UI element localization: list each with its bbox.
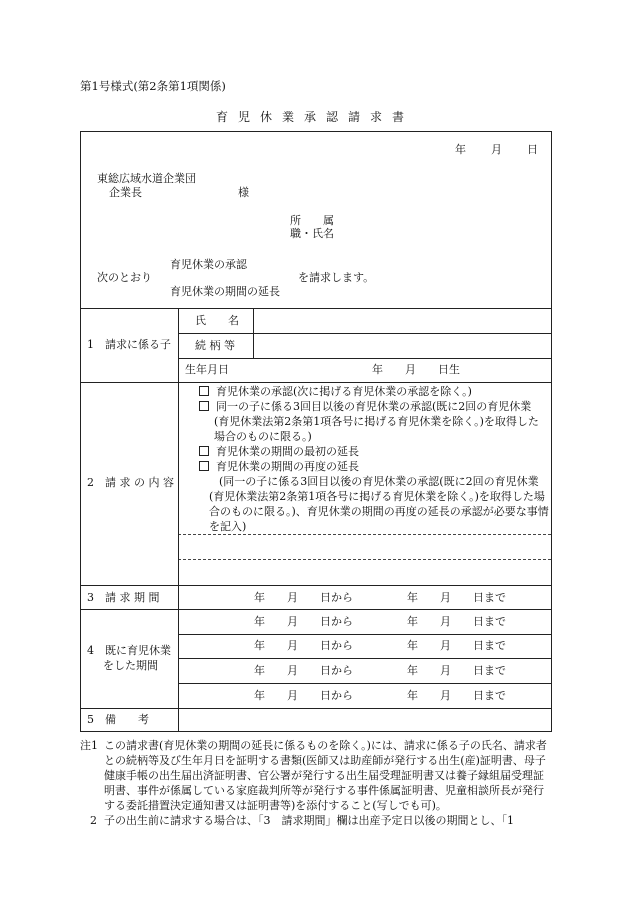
child-dob-value[interactable]: 年 月 日生	[372, 363, 460, 376]
request-option-extension[interactable]: 育児休業の期間の延長	[170, 285, 280, 298]
s2-option-2[interactable]: 同一の子に係る3回目以後の育児休業の承認(既に2回の育児休業(育児休業法第2条第1項各号に掲げる育児休業を除く。)を取得した場合のものに限る。)	[199, 399, 545, 444]
note-1-num: 注1	[80, 739, 98, 752]
checkbox-icon[interactable]	[199, 446, 209, 456]
note-1-text: この請求書(育児休業の期間の延長に係るものを除く。)には、請求に係る子の氏名、請求者との続柄等及び生年月日を証明する書類(医師又は助産師が発行する出生(産)証明書、母子健康手帳の出生届出済証明書、官公署が発行する出生届受理証明書又は養子縁組届受理証明書、事件が係属している家庭裁判所等が発行する事件係属証明書、児童相談所長が発行する委託措置決定通知書又は証明書等)を添付すること(写しでも可)。	[104, 739, 547, 812]
request-suffix: を請求します。	[298, 271, 375, 284]
rule-section3-bottom	[81, 609, 551, 610]
affiliation-label: 所 属	[290, 214, 334, 227]
s3-to[interactable]: 年 月 日まで	[407, 591, 506, 604]
addressee-org: 東総広域水道企業団	[97, 172, 196, 185]
rule-s1-inner	[253, 308, 254, 358]
s4-row1-to[interactable]: 年 月 日まで	[407, 615, 506, 628]
section3-label: 3 請 求 期 間	[87, 591, 160, 604]
s2-option-4[interactable]: 育児休業の期間の再度の延長	[199, 459, 545, 474]
section1-label: 1 請求に係る子	[87, 338, 171, 351]
s4-row1-from[interactable]: 年 月 日から	[254, 615, 353, 628]
section4-label-line1: 4 既に育児休業	[87, 644, 171, 657]
dash-line-2	[178, 559, 551, 560]
position-name-label: 職・氏名	[290, 227, 334, 240]
child-relation-label: 続 柄 等	[195, 339, 235, 352]
request-prefix: 次のとおり	[97, 271, 152, 284]
checkbox-icon[interactable]	[199, 401, 209, 411]
rule-name-bottom	[178, 333, 551, 334]
s4-row3-from[interactable]: 年 月 日から	[254, 664, 353, 677]
addressee-head: 企業長	[109, 186, 142, 199]
section5-label: 5 備 考	[87, 713, 149, 726]
rule-section1-bottom	[81, 382, 551, 383]
form-label: 第1号様式(第2条第1項関係)	[80, 79, 226, 93]
section2-label: 2 請 求 の 内 容	[87, 476, 174, 489]
rule-s4-row2	[178, 658, 551, 659]
addressee-sama: 様	[238, 186, 249, 199]
rule-section2-bottom	[81, 585, 551, 586]
s4-row2-from[interactable]: 年 月 日から	[254, 639, 353, 652]
s4-row2-to[interactable]: 年 月 日まで	[407, 639, 506, 652]
s4-row3-to[interactable]: 年 月 日まで	[407, 664, 506, 677]
checkbox-icon[interactable]	[199, 386, 209, 396]
section4-label-line2: をした期間	[103, 659, 158, 672]
note-2-num: 2	[90, 814, 97, 827]
child-dob-label: 生年月日	[185, 363, 229, 376]
rule-header-bottom	[81, 308, 551, 309]
form-box	[80, 131, 552, 732]
rule-relation-bottom	[178, 358, 551, 359]
checkbox-icon[interactable]	[199, 461, 209, 471]
rule-label-column	[178, 308, 179, 731]
s3-from[interactable]: 年 月 日から	[254, 591, 353, 604]
page-title: 育児休業承認請求書	[215, 110, 414, 124]
child-name-label: 氏 名	[195, 314, 239, 327]
rule-s4-row3	[178, 683, 551, 684]
rule-s4-row1	[178, 634, 551, 635]
s4-row4-from[interactable]: 年 月 日から	[254, 689, 353, 702]
note-2	[80, 813, 550, 828]
s2-option-1[interactable]: 育児休業の承認(次に掲げる育児休業の承認を除く。)	[199, 384, 545, 399]
notes	[80, 738, 550, 828]
note-1	[80, 738, 550, 813]
s2-option-3[interactable]: 育児休業の期間の最初の延長	[199, 444, 545, 459]
s2-note: (同一の子に係る3回目以後の育児休業の承認(既に2回の育児休業(育児休業法第2条第1項各号に掲げる育児休業を除く。)を取得した場合のものに限る。)、育児休業の期間の再度の延長の承認が必要な事情を記入)	[209, 475, 549, 533]
note-2-text: 子の出生前に請求する場合は、「3 請求期間」欄は出産予定日以後の期間とし、「1	[104, 814, 514, 827]
rule-section4-bottom	[81, 708, 551, 709]
dash-line-1	[178, 534, 551, 535]
request-option-approval[interactable]: 育児休業の承認	[170, 258, 247, 271]
s4-row4-to[interactable]: 年 月 日まで	[407, 689, 506, 702]
date-line[interactable]: 年 月 日	[455, 143, 539, 156]
